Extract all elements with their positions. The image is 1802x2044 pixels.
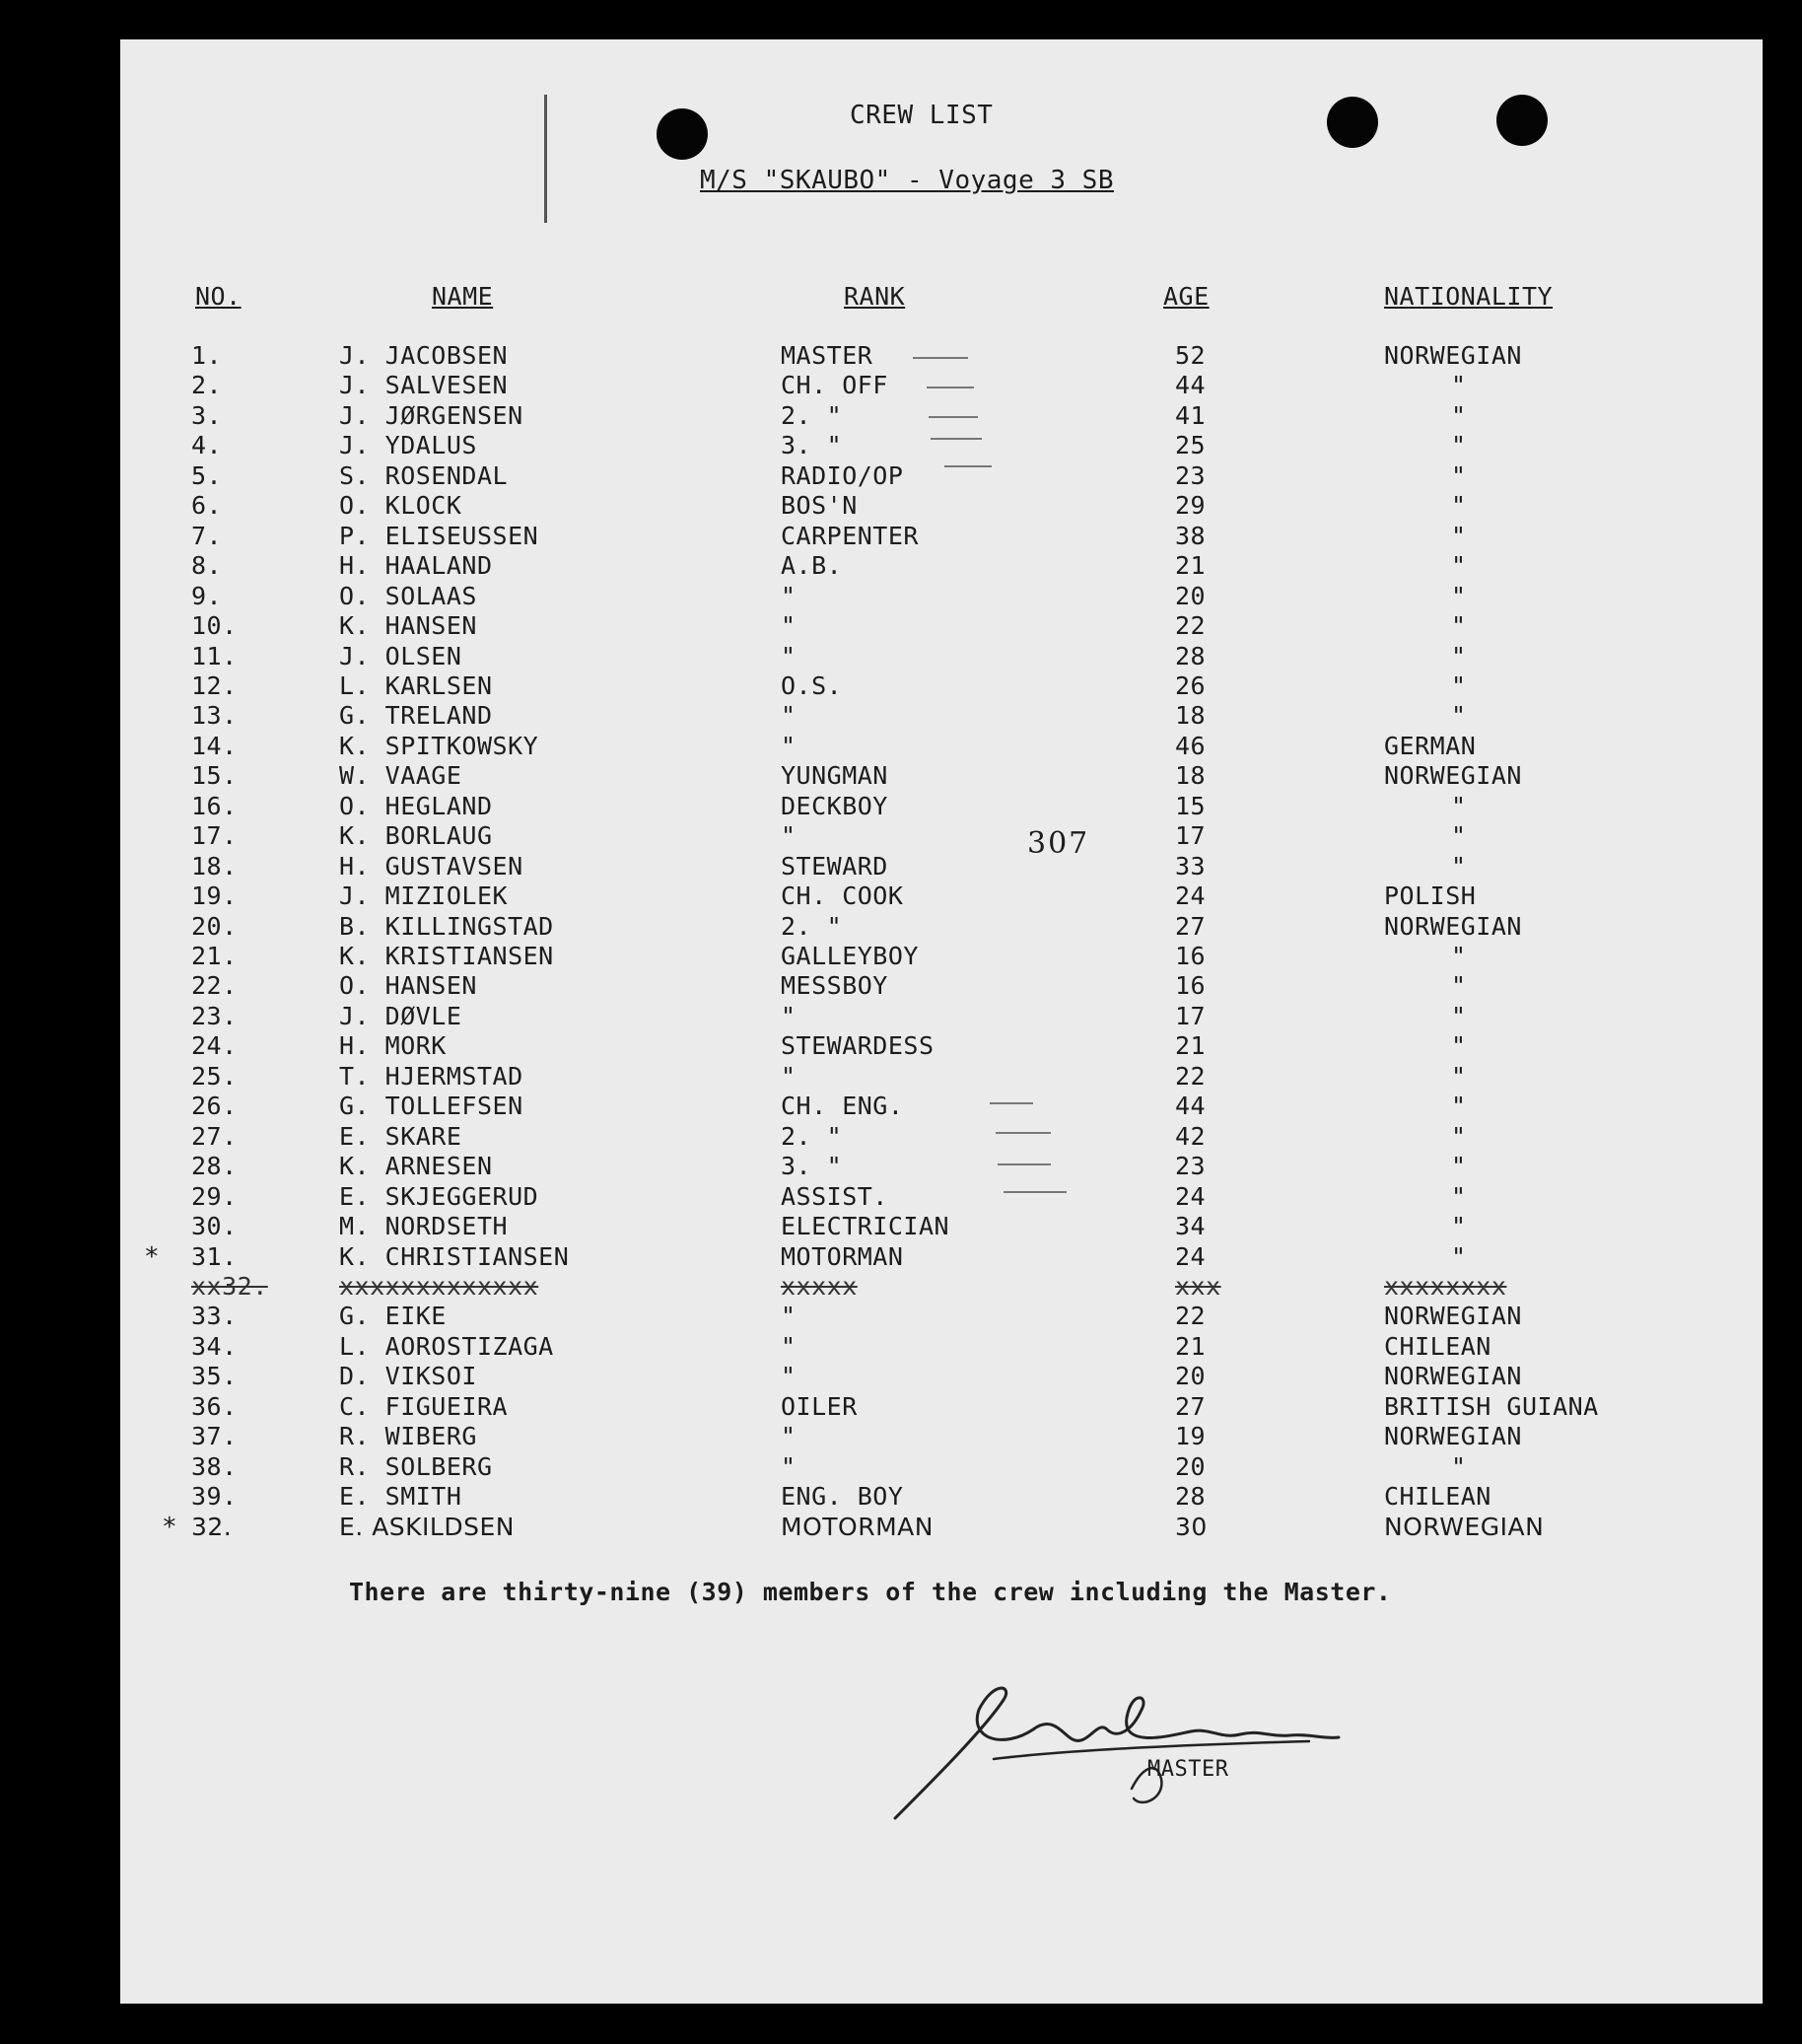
crew-row bbox=[120, 1332, 1763, 1362]
crew-name: xxxxxxxxxxxxx bbox=[339, 1271, 539, 1301]
crew-rank: " bbox=[781, 701, 797, 731]
crew-name: O. HANSEN bbox=[339, 971, 477, 1001]
crew-row bbox=[120, 792, 1763, 821]
crew-no: xx32. bbox=[191, 1271, 268, 1301]
crew-row bbox=[120, 1242, 1763, 1272]
crew-no: 32. bbox=[191, 1512, 233, 1541]
crew-rank: MOTORMAN bbox=[781, 1241, 904, 1271]
crew-row bbox=[120, 1392, 1763, 1422]
crew-rank: 2. " bbox=[781, 911, 843, 941]
crew-rank: " bbox=[781, 581, 797, 610]
crew-row bbox=[120, 1212, 1763, 1241]
crew-row bbox=[120, 761, 1763, 791]
crew-rank: ELECTRICIAN bbox=[781, 1212, 950, 1241]
crew-nationality: " bbox=[1451, 611, 1467, 641]
crew-age: 46 bbox=[1175, 731, 1207, 760]
crew-name: J. SALVESEN bbox=[339, 371, 509, 400]
crew-name: D. VIKSOI bbox=[339, 1362, 477, 1391]
crew-name: J. YDALUS bbox=[339, 431, 477, 460]
crew-nationality: GERMAN bbox=[1384, 731, 1477, 760]
crew-rank: YUNGMAN bbox=[781, 761, 888, 791]
crew-age: 22 bbox=[1175, 1302, 1207, 1331]
crew-name: H. MORK bbox=[339, 1031, 447, 1061]
crew-nationality: xxxxxxxx bbox=[1384, 1271, 1507, 1301]
crew-age: 16 bbox=[1175, 971, 1207, 1001]
crew-row bbox=[120, 1182, 1763, 1212]
crew-name: G. TOLLEFSEN bbox=[339, 1092, 523, 1121]
crew-nationality: " bbox=[1451, 400, 1467, 430]
crew-no: 31. bbox=[191, 1241, 238, 1271]
crew-nationality: " bbox=[1451, 431, 1467, 460]
crew-rank: OILER bbox=[781, 1391, 858, 1421]
crew-name: L. AOROSTIZAGA bbox=[339, 1331, 554, 1361]
crew-nationality: " bbox=[1451, 1092, 1467, 1121]
crew-name: J. MIZIOLEK bbox=[339, 881, 509, 911]
crew-nationality: " bbox=[1451, 971, 1467, 1001]
page-subtitle: M/S "SKAUBO" - Voyage 3 SB bbox=[700, 166, 1114, 195]
crew-rank: MESSBOY bbox=[781, 971, 888, 1001]
crew-age: 44 bbox=[1175, 371, 1207, 400]
master-signature bbox=[875, 1641, 1388, 1838]
crew-age: 25 bbox=[1175, 431, 1207, 460]
crew-rank: 3. " bbox=[781, 431, 843, 460]
crew-no: 15. bbox=[191, 761, 238, 791]
crew-row bbox=[120, 461, 1763, 491]
crew-no: 7. bbox=[191, 521, 223, 550]
crew-nationality: " bbox=[1451, 460, 1467, 490]
crew-nationality: CHILEAN bbox=[1384, 1331, 1491, 1361]
crew-age: 41 bbox=[1175, 400, 1207, 430]
crew-age: 17 bbox=[1175, 821, 1207, 851]
crew-nationality: BRITISH GUIANA bbox=[1384, 1391, 1599, 1421]
crew-rank: RADIO/OP bbox=[781, 460, 904, 490]
crew-rank: O.S. bbox=[781, 670, 843, 700]
crew-no: 26. bbox=[191, 1092, 238, 1121]
crew-age: 27 bbox=[1175, 1391, 1207, 1421]
crew-age: 24 bbox=[1175, 1241, 1207, 1271]
crew-name: H. GUSTAVSEN bbox=[339, 851, 523, 881]
crew-nationality: " bbox=[1451, 1212, 1467, 1241]
pencil-dash bbox=[944, 465, 992, 467]
crew-nationality: " bbox=[1451, 581, 1467, 610]
crew-no: 12. bbox=[191, 670, 238, 700]
crew-rank: CH. OFF bbox=[781, 371, 888, 400]
crew-no: 23. bbox=[191, 1001, 238, 1030]
crew-no: 3. bbox=[191, 400, 223, 430]
crew-age: 42 bbox=[1175, 1121, 1207, 1151]
crew-no: 17. bbox=[191, 821, 238, 851]
crew-row bbox=[120, 1452, 1763, 1482]
crew-row bbox=[120, 1422, 1763, 1451]
crew-age: 34 bbox=[1175, 1212, 1207, 1241]
crew-row bbox=[120, 1152, 1763, 1181]
crew-age: 20 bbox=[1175, 581, 1207, 610]
crew-no: 1. bbox=[191, 341, 223, 370]
crew-age: 18 bbox=[1175, 701, 1207, 731]
crew-name: E. SKARE bbox=[339, 1121, 462, 1151]
crew-row bbox=[120, 1092, 1763, 1121]
crew-name: W. VAAGE bbox=[339, 761, 462, 791]
crew-name: R. WIBERG bbox=[339, 1422, 477, 1451]
crew-age: 38 bbox=[1175, 521, 1207, 550]
crew-name: J. OLSEN bbox=[339, 641, 462, 670]
crew-age: 17 bbox=[1175, 1001, 1207, 1030]
crew-rank: " bbox=[781, 1302, 797, 1331]
crew-age: 21 bbox=[1175, 1331, 1207, 1361]
crew-age: 24 bbox=[1175, 881, 1207, 911]
crew-name: L. KARLSEN bbox=[339, 670, 493, 700]
crew-name: J. DØVLE bbox=[339, 1001, 462, 1030]
crew-row bbox=[120, 642, 1763, 671]
crew-row bbox=[120, 1302, 1763, 1331]
crew-no: 39. bbox=[191, 1482, 238, 1512]
crew-row bbox=[120, 912, 1763, 942]
crew-row bbox=[120, 732, 1763, 761]
crew-no: 21. bbox=[191, 942, 238, 970]
crew-row bbox=[120, 1513, 1763, 1542]
crew-rank: MOTORMAN bbox=[781, 1512, 934, 1541]
pencil-dash bbox=[998, 1163, 1051, 1165]
crew-row bbox=[120, 1062, 1763, 1092]
crew-nationality: " bbox=[1451, 851, 1467, 881]
crew-name: K. KRISTIANSEN bbox=[339, 942, 554, 970]
asterisk-mark: * bbox=[144, 1241, 160, 1272]
crew-rank: CH. ENG. bbox=[781, 1092, 904, 1121]
crew-nationality: " bbox=[1451, 670, 1467, 700]
crew-rank: 2. " bbox=[781, 400, 843, 430]
crew-no: 14. bbox=[191, 731, 238, 760]
crew-age: 21 bbox=[1175, 1031, 1207, 1061]
crew-rank: CARPENTER bbox=[781, 521, 919, 550]
crew-rank: 3. " bbox=[781, 1152, 843, 1181]
crew-name: P. ELISEUSSEN bbox=[339, 521, 539, 550]
crew-row bbox=[120, 491, 1763, 521]
crew-no: 10. bbox=[191, 611, 238, 641]
crew-name: J. JØRGENSEN bbox=[339, 400, 523, 430]
pencil-dash bbox=[996, 1132, 1051, 1134]
crew-name: K. ARNESEN bbox=[339, 1152, 493, 1181]
punch-hole bbox=[657, 108, 708, 160]
crew-row bbox=[120, 881, 1763, 911]
crew-age: 26 bbox=[1175, 670, 1207, 700]
crew-age: 20 bbox=[1175, 1362, 1207, 1391]
crew-name: G. TRELAND bbox=[339, 701, 493, 731]
crew-nationality: NORWEGIAN bbox=[1384, 911, 1522, 941]
crew-nationality: CHILEAN bbox=[1384, 1482, 1491, 1512]
header-rank: RANK bbox=[844, 282, 906, 311]
crew-age: 22 bbox=[1175, 611, 1207, 641]
crew-no: 25. bbox=[191, 1061, 238, 1091]
crew-row bbox=[120, 821, 1763, 851]
crew-rank: xxxxx bbox=[781, 1271, 858, 1301]
crew-name: J. JACOBSEN bbox=[339, 341, 509, 370]
crew-rank: CH. COOK bbox=[781, 881, 904, 911]
crew-nationality: " bbox=[1451, 791, 1467, 820]
crew-row bbox=[120, 852, 1763, 881]
crew-age: 27 bbox=[1175, 911, 1207, 941]
crew-name: K. SPITKOWSKY bbox=[339, 731, 539, 760]
crew-nationality: NORWEGIAN bbox=[1384, 1362, 1522, 1391]
crew-nationality: " bbox=[1451, 1061, 1467, 1091]
crew-rank: " bbox=[781, 1001, 797, 1030]
crew-row bbox=[120, 522, 1763, 551]
crew-name: K. HANSEN bbox=[339, 611, 477, 641]
crew-age: 33 bbox=[1175, 851, 1207, 881]
crew-age: 28 bbox=[1175, 1482, 1207, 1512]
crew-nationality: " bbox=[1451, 371, 1467, 400]
crew-no: 11. bbox=[191, 641, 238, 670]
crew-age: 44 bbox=[1175, 1092, 1207, 1121]
crew-nationality: " bbox=[1451, 1451, 1467, 1481]
header-age: AGE bbox=[1163, 282, 1210, 311]
crew-no: 35. bbox=[191, 1362, 238, 1391]
crew-row bbox=[120, 582, 1763, 611]
crew-nationality: " bbox=[1451, 1152, 1467, 1181]
crew-name: C. FIGUEIRA bbox=[339, 1391, 509, 1421]
crew-name: O. HEGLAND bbox=[339, 791, 493, 820]
crew-no: 2. bbox=[191, 371, 223, 400]
crew-name: R. SOLBERG bbox=[339, 1451, 493, 1481]
pencil-dash bbox=[1004, 1191, 1067, 1193]
crew-rank: " bbox=[781, 731, 797, 760]
crew-row bbox=[120, 431, 1763, 460]
crew-no: 13. bbox=[191, 701, 238, 731]
crew-no: 9. bbox=[191, 581, 223, 610]
crew-name: O. SOLAAS bbox=[339, 581, 477, 610]
crew-nationality: " bbox=[1451, 1181, 1467, 1211]
crew-age: 24 bbox=[1175, 1181, 1207, 1211]
crew-no: 30. bbox=[191, 1212, 238, 1241]
crew-age: 21 bbox=[1175, 551, 1207, 581]
crew-age: xxx bbox=[1175, 1271, 1221, 1301]
margin-mark bbox=[544, 95, 547, 223]
crew-name: T. HJERMSTAD bbox=[339, 1061, 523, 1091]
document-page bbox=[120, 39, 1763, 2004]
crew-rank: " bbox=[781, 1362, 797, 1391]
pencil-dash bbox=[931, 438, 982, 440]
crew-age: 52 bbox=[1175, 341, 1207, 370]
crew-nationality: NORWEGIAN bbox=[1384, 341, 1522, 370]
crew-no: 33. bbox=[191, 1302, 238, 1331]
stamp-number: 307 bbox=[1027, 826, 1090, 861]
crew-row bbox=[120, 701, 1763, 731]
crew-no: 36. bbox=[191, 1391, 238, 1421]
crew-row bbox=[120, 551, 1763, 581]
crew-nationality: " bbox=[1451, 521, 1467, 550]
header-name: NAME bbox=[432, 282, 494, 311]
pencil-dash bbox=[913, 357, 968, 359]
crew-rank: " bbox=[781, 1422, 797, 1451]
crew-rank: " bbox=[781, 1331, 797, 1361]
pencil-dash bbox=[990, 1102, 1033, 1104]
crew-no: 37. bbox=[191, 1422, 238, 1451]
crew-row bbox=[120, 971, 1763, 1001]
crew-name: S. ROSENDAL bbox=[339, 460, 509, 490]
crew-nationality: NORWEGIAN bbox=[1384, 1422, 1522, 1451]
crew-no: 29. bbox=[191, 1181, 238, 1211]
crew-name: M. NORDSETH bbox=[339, 1212, 509, 1241]
crew-nationality: NORWEGIAN bbox=[1384, 761, 1522, 791]
crew-no: 27. bbox=[191, 1121, 238, 1151]
crew-nationality: " bbox=[1451, 1241, 1467, 1271]
crew-no: 38. bbox=[191, 1451, 238, 1481]
crew-nationality: " bbox=[1451, 821, 1467, 851]
crew-rank: STEWARDESS bbox=[781, 1031, 935, 1061]
crew-no: 28. bbox=[191, 1152, 238, 1181]
crew-age: 16 bbox=[1175, 942, 1207, 970]
crew-rank: ENG. BOY bbox=[781, 1482, 904, 1512]
crew-rank: STEWARD bbox=[781, 851, 888, 881]
crew-row bbox=[120, 671, 1763, 701]
signature-label: MASTER bbox=[1147, 1757, 1229, 1782]
crew-no: 20. bbox=[191, 911, 238, 941]
crew-name: G. EIKE bbox=[339, 1302, 447, 1331]
crew-no: 19. bbox=[191, 881, 238, 911]
crew-nationality: " bbox=[1451, 1001, 1467, 1030]
crew-no: 18. bbox=[191, 851, 238, 881]
crew-age: 20 bbox=[1175, 1451, 1207, 1481]
crew-age: 15 bbox=[1175, 791, 1207, 820]
crew-row bbox=[120, 1482, 1763, 1512]
crew-age: 30 bbox=[1175, 1512, 1208, 1541]
crew-nationality: NORWEGIAN bbox=[1384, 1302, 1522, 1331]
crew-age: 23 bbox=[1175, 1152, 1207, 1181]
crew-age: 18 bbox=[1175, 761, 1207, 791]
crew-no: 8. bbox=[191, 551, 223, 581]
crew-rank: A.B. bbox=[781, 551, 843, 581]
crew-no: 34. bbox=[191, 1331, 238, 1361]
crew-rank: BOS'N bbox=[781, 491, 858, 521]
crew-row bbox=[120, 1362, 1763, 1391]
crew-nationality: " bbox=[1451, 701, 1467, 731]
crew-no: 22. bbox=[191, 971, 238, 1001]
crew-nationality: POLISH bbox=[1384, 881, 1477, 911]
pencil-dash bbox=[927, 387, 974, 388]
crew-row bbox=[120, 1002, 1763, 1031]
crew-nationality: " bbox=[1451, 641, 1467, 670]
page-title: CREW LIST bbox=[850, 101, 994, 130]
crew-name: K. BORLAUG bbox=[339, 821, 493, 851]
crew-rank: " bbox=[781, 1451, 797, 1481]
crew-rank: " bbox=[781, 641, 797, 670]
crew-nationality: " bbox=[1451, 1121, 1467, 1151]
crew-row bbox=[120, 1122, 1763, 1152]
crew-name: E. ASKILDSEN bbox=[339, 1512, 515, 1541]
crew-age: 19 bbox=[1175, 1422, 1207, 1451]
crew-no: 5. bbox=[191, 460, 223, 490]
crew-nationality: " bbox=[1451, 942, 1467, 970]
crew-age: 23 bbox=[1175, 460, 1207, 490]
crew-name: B. KILLINGSTAD bbox=[339, 911, 554, 941]
crew-rank: DECKBOY bbox=[781, 791, 888, 820]
crew-rank: MASTER bbox=[781, 341, 873, 370]
crew-row bbox=[120, 942, 1763, 971]
crew-nationality: " bbox=[1451, 551, 1467, 581]
punch-hole bbox=[1327, 97, 1378, 148]
crew-no: 4. bbox=[191, 431, 223, 460]
crew-name: H. HAALAND bbox=[339, 551, 493, 581]
crew-no: 16. bbox=[191, 791, 238, 820]
pencil-dash bbox=[929, 416, 978, 418]
crew-name: E. SMITH bbox=[339, 1482, 462, 1512]
crew-rank: GALLEYBOY bbox=[781, 942, 919, 970]
crew-name: K. CHRISTIANSEN bbox=[339, 1241, 570, 1271]
crew-age: 29 bbox=[1175, 491, 1207, 521]
crew-age: 28 bbox=[1175, 641, 1207, 670]
crew-name: E. SKJEGGERUD bbox=[339, 1181, 539, 1211]
crew-row bbox=[120, 1272, 1763, 1302]
crew-nationality: " bbox=[1451, 1031, 1467, 1061]
crew-rank: ASSIST. bbox=[781, 1181, 888, 1211]
header-no: NO. bbox=[195, 282, 242, 311]
crew-nationality: NORWEGIAN bbox=[1384, 1512, 1545, 1541]
crew-rank: 2. " bbox=[781, 1121, 843, 1151]
footer-statement: There are thirty-nine (39) members of the crew including the Master. bbox=[349, 1578, 1392, 1606]
crew-no: 6. bbox=[191, 491, 223, 521]
header-nationality: NATIONALITY bbox=[1384, 282, 1554, 311]
crew-name: O. KLOCK bbox=[339, 491, 462, 521]
asterisk-mark: * bbox=[162, 1512, 177, 1542]
crew-rank: " bbox=[781, 611, 797, 641]
crew-no: 24. bbox=[191, 1031, 238, 1061]
crew-nationality: " bbox=[1451, 491, 1467, 521]
crew-rank: " bbox=[781, 821, 797, 851]
crew-row bbox=[120, 611, 1763, 641]
crew-age: 22 bbox=[1175, 1061, 1207, 1091]
crew-rank: " bbox=[781, 1061, 797, 1091]
punch-hole bbox=[1496, 95, 1548, 146]
crew-row bbox=[120, 341, 1763, 371]
crew-row bbox=[120, 1031, 1763, 1061]
